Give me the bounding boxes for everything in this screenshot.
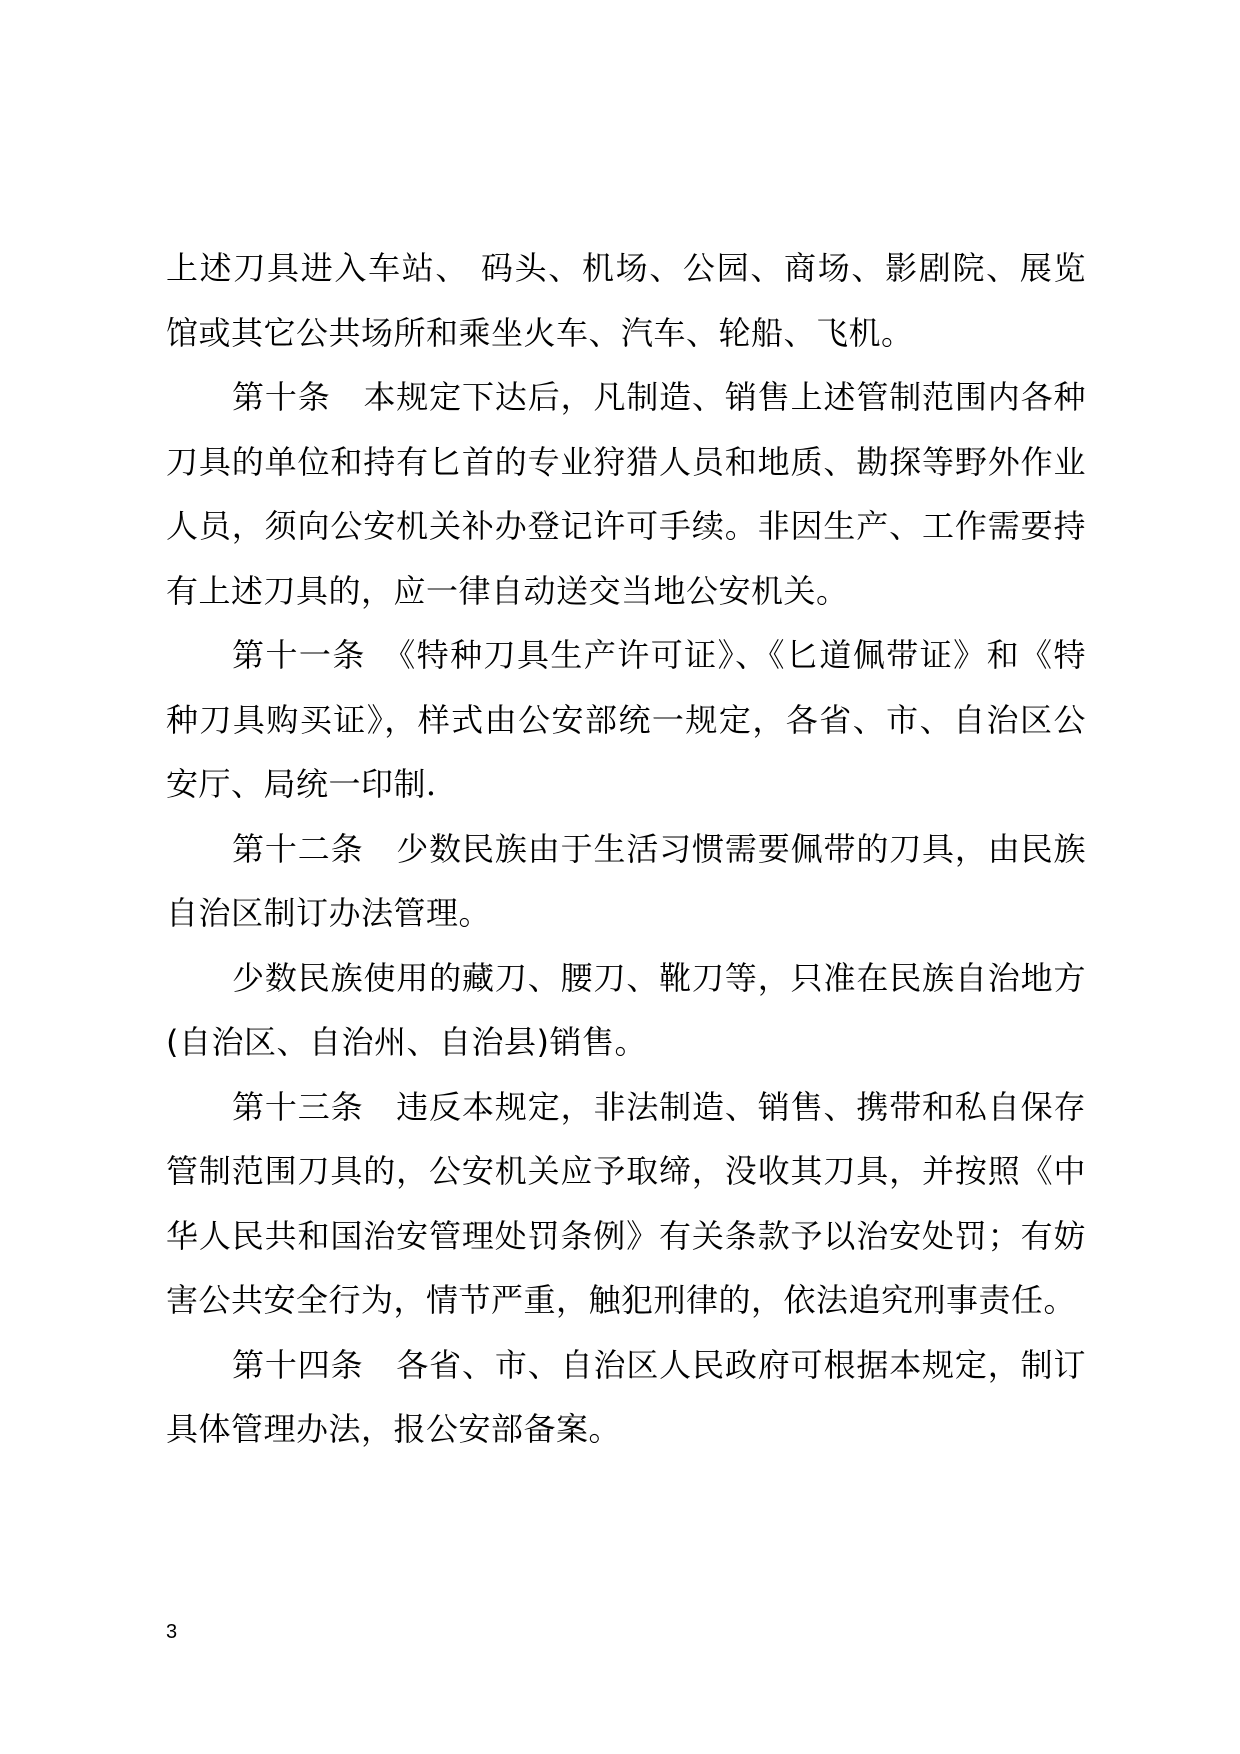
document-body (166, 236, 1086, 1462)
paragraph-article-14: 第十四条 各省、市、自治区人民政府可根据本规定，制订具体管理办法，报公安部备案。 (166, 1345, 1086, 1448)
paragraph-article-11: 第十一条 《特种刀具生产许可证》、《匕道佩带证》和《特种刀具购买证》，样式由公安部统一规定，各省、市、自治区公安厅、局统一印制． (166, 636, 1086, 803)
paragraph-article-12-supplement: 少数民族使用的藏刀、腰刀、靴刀等，只准在民族自治地方(自治区、自治州、自治县)销售。 (166, 958, 1086, 1061)
paragraph-continuation: 上述刀具进入车站、 码头、机场、公园、商场、影剧院、展览馆或其它公共场所和乘坐火车、汽车、轮船、飞机。 (166, 249, 1086, 352)
page-number: 3 (166, 1621, 178, 1643)
paragraph-article-13: 第十三条 违反本规定，非法制造、销售、携带和私自保存管制范围刀具的，公安机关应予取缔，没收其刀具，并按照《中华人民共和国治安管理处罚条例》有关条款予以治安处罚；有妨害公共安全行为，情节严重，触犯刑律的，依法追究刑事责任。 (166, 1087, 1086, 1319)
paragraph-article-12: 第十二条 少数民族由于生活习惯需要佩带的刀具，由民族自治区制订办法管理。 (166, 829, 1086, 932)
paragraph-article-10: 第十条 本规定下达后，凡制造、销售上述管制范围内各种刀具的单位和持有匕首的专业狩猎人员和地质、勘探等野外作业人员，须向公安机关补办登记许可手续。非因生产、工作需要持有上述刀具的，应一律自动送交当地公安机关。 (166, 378, 1086, 610)
